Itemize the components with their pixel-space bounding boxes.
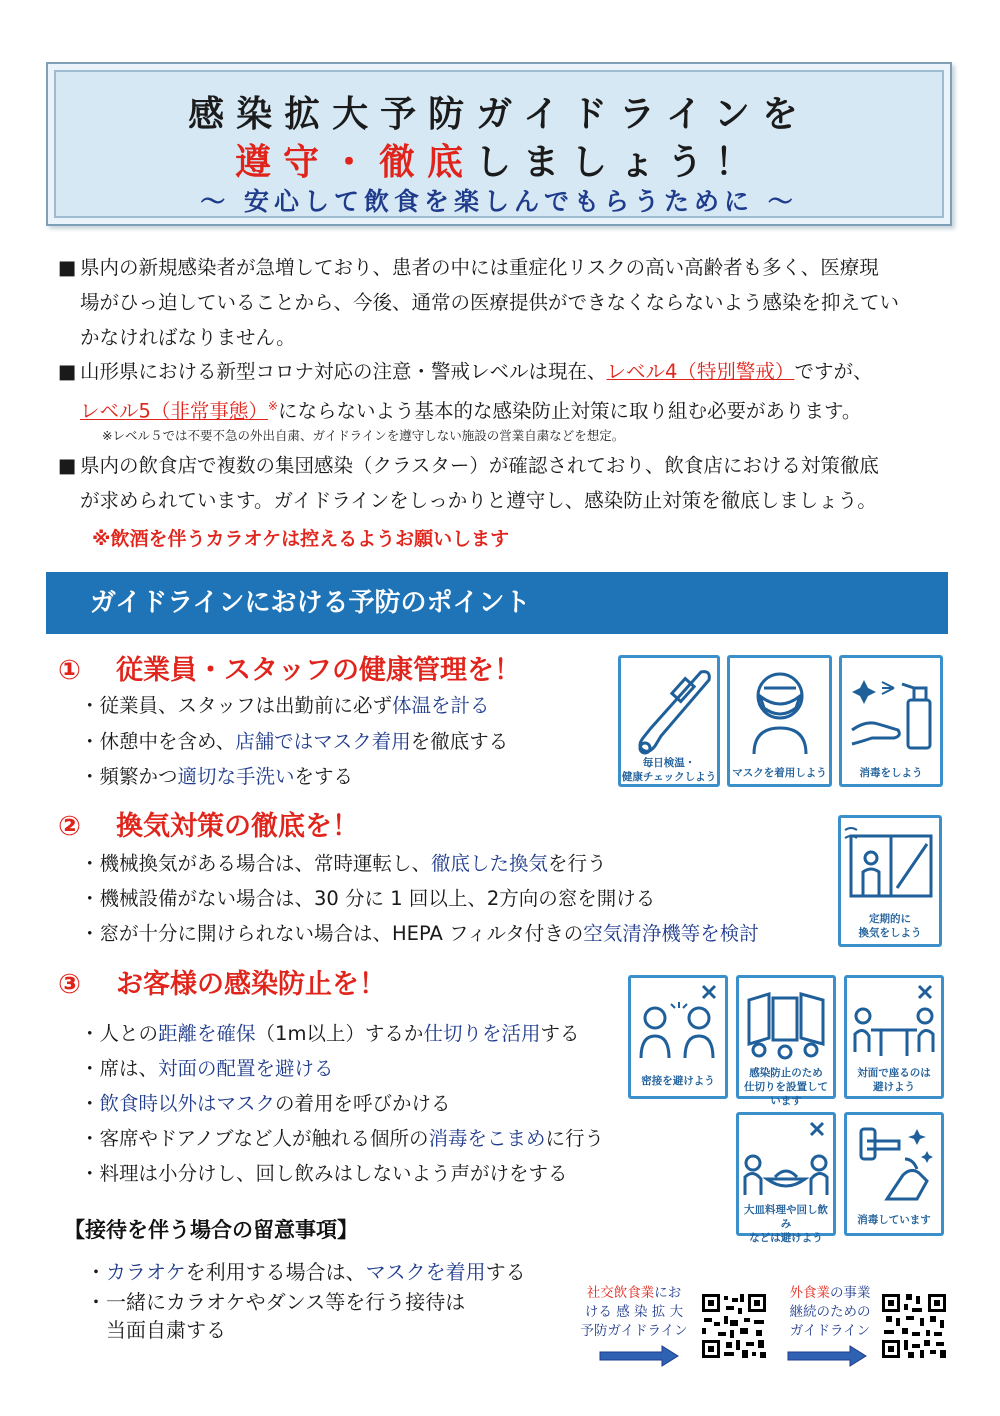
item-highlight: 徹底した換気 [431,852,549,875]
section-3-item [80,1053,334,1081]
item-highlight: 仕切りを活用 [423,1022,541,1045]
section-number: ② [58,811,81,842]
section-3-heading [58,962,386,1001]
section-2-item [80,918,759,946]
intro-paragraph-1 [58,250,958,355]
section-title: お客様の感染防止を！ [116,969,386,1000]
thermometer-icon [618,655,720,787]
intro-p2-text-a: 山形県における新型コロナ対応の注意・警戒レベルは現在、 [80,360,607,383]
item-text: ・機械設備がない場合は、30 分に 1 回以上、2方向の窓を開ける [80,887,656,910]
title-line-1: 感染拡大予防ガイドラインを [188,94,810,135]
item-highlight: 飲食時以外はマスク [99,1092,276,1115]
caption-line: 対面で座るのは [857,1067,931,1079]
link-text: の事業 [830,1285,871,1301]
caption-line: 仕切りを設置しています [744,1081,828,1107]
qr-code-icon[interactable] [880,1292,948,1360]
item-highlight: 店舗ではマスク着用 [235,730,411,753]
item-text: ・窓が十分に開けられない場合は、HEPA フィルタ付きの [80,922,584,945]
intro-p2-text-c: にならないよう基本的な感染防止対策に取り組む必要があります。 [277,399,862,423]
caption-line: 避けよう [873,1081,915,1093]
caption-line: などは避けよう [749,1232,823,1244]
section-3-item [80,1018,579,1046]
link-red-text: 社交飲食業 [586,1285,655,1301]
icon-caption [847,1066,941,1094]
intro-p1-line1: 県内の新規感染者が急増しており、患者の中には重症化リスクの高い高齢者も多く、医療現 [80,256,879,279]
item-text: ・従業員、スタッフは出勤前に必ず [80,694,393,717]
item-highlight: 体温を計る [392,694,490,717]
ventilation-window-icon [838,815,942,947]
item-highlight: 適切な手洗い [177,765,295,788]
item-text: ・頻繁かつ [80,765,178,788]
link-red-text: 外食業 [789,1285,830,1301]
item-text: を利用する場合は、 [185,1260,366,1284]
item-highlight: 距離を確保 [158,1022,256,1045]
item-text: ・機械換気がある場合は、常時運転し、 [80,852,432,875]
icon-caption [621,756,717,784]
disinfect-spray-icon [839,655,943,787]
item-text: ・席は、 [80,1057,159,1080]
item-text: （1m以上）するか [255,1022,424,1045]
icon-caption: 消毒しています [857,1214,931,1226]
intro-paragraph-2 [58,354,958,429]
intro-p3-line1: 県内の飲食店で複数の集団感染（クラスター）が確認されており、飲食店における対策徹底 [80,454,879,477]
item-highlight: 対面の配置を避ける [158,1057,334,1080]
settai-item [86,1256,526,1285]
item-text: する [485,1260,526,1284]
item-text: ・料理は小分けし、回し飲みはしないよう声がけをする [80,1162,568,1185]
guideline-link-social[interactable] [572,1284,696,1341]
link-text: ける 感 染 拡 大 [584,1304,684,1320]
note-mark: ※ [267,399,278,413]
section-1-item [80,726,508,754]
item-text: ・休憩中を含め、 [80,730,236,753]
item-text: ・ [80,1092,100,1115]
item-text: を徹底する [410,730,509,753]
avoid-face-to-face-icon [844,975,944,1099]
section-2-item [80,848,607,876]
icon-caption: 消毒をしよう [859,767,923,779]
title-emphasis: 遵守・徹底 [234,142,475,183]
caption-line: 大皿料理や回し飲み [744,1204,828,1230]
caption-line: 毎日検温・ [642,757,696,769]
item-text: ・人との [80,1022,159,1045]
bullet-square: ■ [58,360,77,383]
link-text: 予防ガイドライン [580,1323,688,1339]
icon-caption [841,912,939,940]
item-text: を行う [548,852,607,875]
item-highlight: 消毒をこまめ [428,1127,546,1150]
arrow-right-icon [786,1345,868,1367]
item-text: ・ [86,1260,106,1284]
caption-line: 健康チェックしよう [621,771,717,783]
item-highlight: 空気清浄機等を検討 [583,922,759,945]
intro-p1-line3: かなければなりません。 [80,326,296,349]
partition-icon [736,975,836,1107]
section-1-heading [58,648,521,687]
points-banner: ガイドラインにおける予防のポイント [46,572,948,634]
arrow-right-icon [598,1345,680,1367]
intro-p3-line2: が求められています。ガイドラインをしっかりと遵守し、感染防止対策を徹底しましょう。 [80,489,877,512]
caption-line: 定期的に [869,913,911,925]
shared-dishes-icon [736,1112,836,1244]
section-3-item [80,1123,604,1151]
karaoke-warning: ※飲酒を伴うカラオケは控えるようお願いします [92,528,510,550]
section-3-item [80,1088,451,1116]
icon-caption [739,1066,833,1108]
settai-item: 当面自粛する [106,1318,226,1342]
icon-caption: 密接を避けよう [641,1075,715,1087]
item-text: に行う [545,1127,604,1150]
level-5-note: ※レベル５では不要不急の外出自粛、ガイドラインを遵守しない施設の営業自粛などを想定。 [102,428,625,443]
link-text: ガイドライン [789,1323,871,1339]
section-1-item [80,761,353,789]
bullet-square: ■ [58,256,77,279]
settai-item: ・一緒にカラオケやダンス等を行う接待は [86,1290,466,1314]
section-number: ① [58,655,81,686]
item-highlight: マスクを着用 [365,1260,486,1284]
intro-p2-text-b: ですが、 [794,360,873,383]
level-4-label: レベル4（特別警戒） [606,360,795,383]
link-text: 継続のための [789,1304,871,1320]
intro-p1-line2: 場がひっ迫していることから、今後、通常の医療提供ができなくならないよう感染を抑えてい [80,291,900,314]
item-text: をする [294,765,354,788]
icon-caption: マスクを着用しよう [732,767,827,779]
item-text: する [540,1022,580,1045]
mask-icon [727,655,832,787]
intro-paragraph-3 [58,448,958,518]
qr-code-icon[interactable] [700,1292,768,1360]
guideline-link-restaurant[interactable] [780,1284,880,1341]
subtitle: ～ 安心して飲食を楽しんでもらうために ～ [200,187,798,216]
item-text: の着用を呼びかける [275,1092,451,1115]
avoid-close-contact-icon [628,975,728,1099]
title-box [46,62,952,226]
disinfecting-doorknob-icon [844,1112,944,1236]
link-text: にお [654,1285,682,1301]
level-5-label: レベル5（非常事態） [80,399,268,423]
section-number: ③ [58,969,81,1000]
section-title: 従業員・スタッフの健康管理を！ [116,655,521,686]
section-2-item [80,883,655,911]
section-2-heading [58,804,359,843]
settai-heading: 【接待を伴う場合の留意事項】 [64,1218,358,1242]
section-title: 換気対策の徹底を！ [116,811,359,842]
caption-line: 感染防止のため [749,1067,823,1079]
item-text: ・客席やドアノブなど人が触れる個所の [80,1127,429,1150]
icon-caption [739,1203,833,1245]
section-3-item [80,1158,568,1186]
bullet-square: ■ [58,454,77,477]
caption-line: 換気をしよう [858,927,922,939]
section-1-item [80,690,490,718]
item-highlight: カラオケ [106,1260,186,1284]
title-line-2 [48,134,950,185]
title-line-2-rest: しましょう！ [475,142,764,183]
